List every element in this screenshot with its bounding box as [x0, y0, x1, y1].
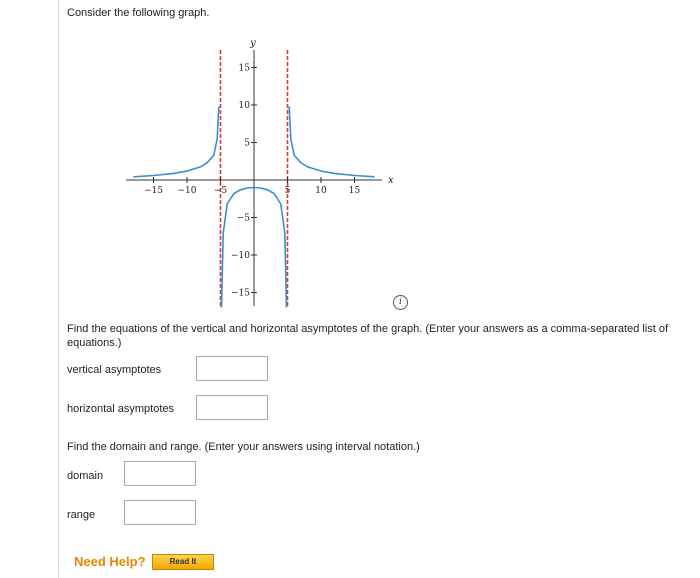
x-tick-label: 15 — [348, 186, 361, 196]
domain-label: domain — [67, 470, 104, 482]
curve-branch-3 — [289, 107, 374, 177]
vertical-asymptotes-label: vertical asymptotes — [67, 364, 162, 376]
y-tick-label: 10 — [238, 101, 250, 111]
horizontal-asymptotes-label: horizontal asymptotes — [67, 403, 174, 415]
page-left-border — [58, 0, 59, 578]
range-label: range — [67, 509, 96, 521]
y-tick-label: 5 — [244, 138, 250, 149]
horizontal-asymptotes-input[interactable] — [196, 395, 268, 420]
x-tick-label: −5 — [213, 186, 228, 196]
question-prompt: Consider the following graph. — [67, 7, 210, 19]
x-axis-label: x — [388, 175, 394, 186]
domain-input[interactable] — [124, 461, 196, 486]
y-axis-label: y — [250, 38, 256, 49]
curve-branch-1 — [133, 107, 218, 177]
vertical-asymptotes-input[interactable] — [196, 356, 268, 381]
y-tick-label: −10 — [231, 251, 250, 261]
asymptote-question: Find the equations of the vertical and horizontal asymptotes of the graph. (Enter your answers as a comma-separated list of equations.) — [67, 323, 669, 349]
x-tick-label: −15 — [144, 186, 163, 196]
rational-function-graph — [118, 32, 408, 310]
y-tick-label: −5 — [236, 213, 250, 224]
range-input[interactable] — [124, 500, 196, 525]
y-tick-label: −15 — [231, 288, 250, 299]
need-help-label: Need Help? — [74, 554, 146, 569]
domain-range-question: Find the domain and range. (Enter your answers using interval notation.) — [67, 441, 420, 453]
y-tick-label: 15 — [238, 63, 250, 74]
x-tick-label: −10 — [177, 186, 197, 196]
x-tick-label: 5 — [284, 186, 291, 196]
read-it-button[interactable]: Read It — [152, 554, 214, 570]
x-tick-label: 10 — [315, 186, 327, 196]
info-icon[interactable]: i — [393, 295, 408, 310]
